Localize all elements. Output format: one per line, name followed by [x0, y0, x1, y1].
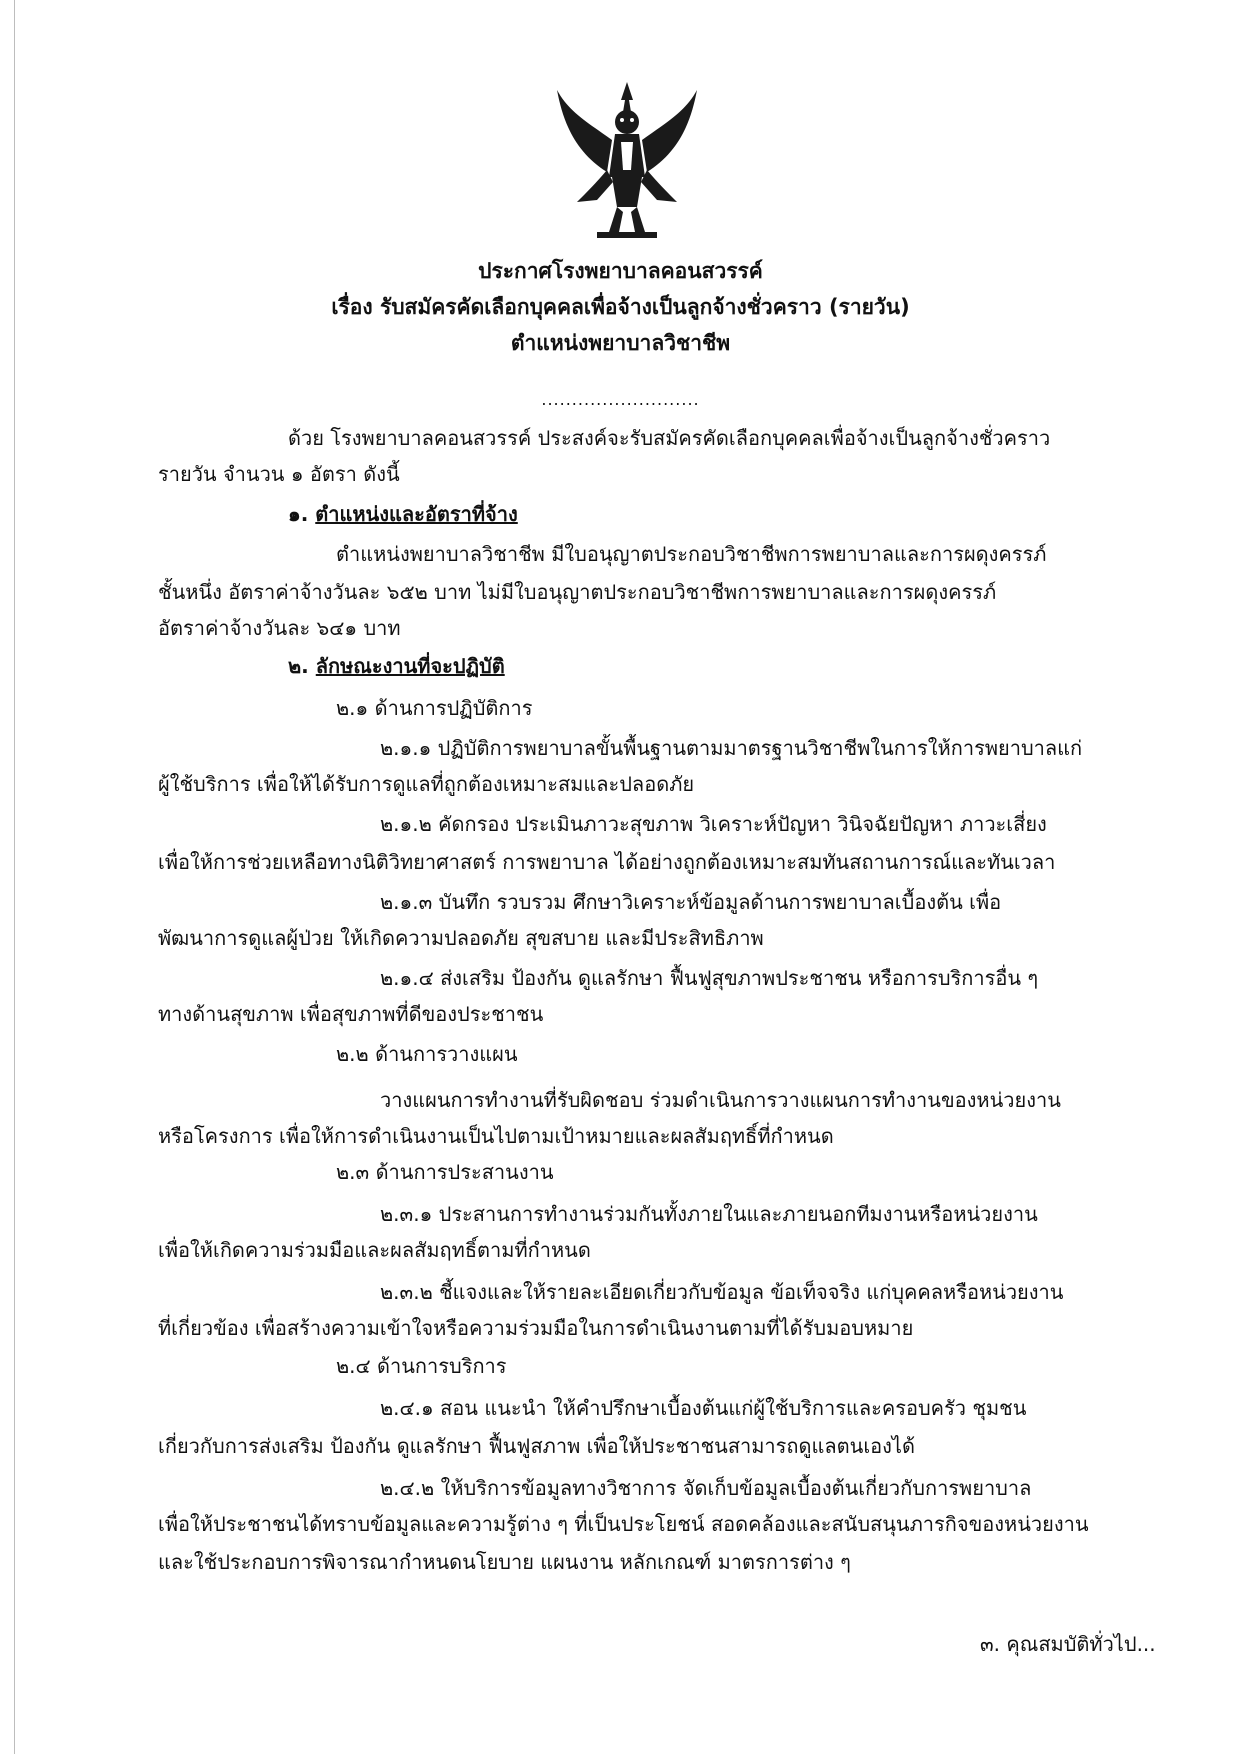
subsection-2-3: ๒.๓ ด้านการประสานงาน: [336, 1160, 554, 1184]
section-1-heading: [288, 500, 518, 528]
announcement-subject: เรื่อง รับสมัครคัดเลือกบุคคลเพื่อจ้างเป็นลูกจ้างชั่วคราว (รายวัน): [331, 295, 910, 319]
item-2-1-3-line-1: ๒.๑.๓ บันทึก รวบรวม ศึกษาวิเคราะห์ข้อมูลด้านการพยาบาลเบื้องต้น เพื่อ: [380, 890, 1002, 914]
item-2-1-2-line-1: ๒.๑.๒ คัดกรอง ประเมินภาวะสุขภาพ วิเคราะห์ปัญหา วินิจฉัยปัญหา ภาวะเสี่ยง: [380, 812, 1047, 836]
subsection-2-2: ๒.๒ ด้านการวางแผน: [336, 1042, 518, 1066]
item-2-1-1-line-2: ผู้ใช้บริการ เพื่อให้ได้รับการดูแลที่ถูกต้องเหมาะสมและปลอดภัย: [158, 772, 695, 796]
item-2-3-2-line-1: ๒.๓.๒ ชี้แจงและให้รายละเอียดเกี่ยวกับข้อมูล ข้อเท็จจริง แก่บุคคลหรือหน่วยงาน: [380, 1280, 1064, 1304]
announcement-title: ประกาศโรงพยาบาลคอนสวรรค์: [478, 259, 763, 283]
item-2-1-3-line-2: พัฒนาการดูแลผู้ป่วย ให้เกิดความปลอดภัย สุขสบาย และมีประสิทธิภาพ: [158, 926, 764, 950]
section-2-title: ลักษณะงานที่จะปฏิบัติ: [315, 654, 505, 678]
section-1-line-3: อัตราค่าจ้างวันละ ๖๔๑ บาท: [158, 616, 401, 640]
item-2-4-2-line-2: เพื่อให้ประชาชนได้ทราบข้อมูลและความรู้ต่าง ๆ ที่เป็นประโยชน์ สอดคล้องและสนับสนุนภารกิจของหน่วยงาน: [158, 1512, 1089, 1536]
item-2-1-2-line-2: เพื่อให้การช่วยเหลือทางนิติวิทยาศาสตร์ การพยาบาล ได้อย่างถูกต้องเหมาะสมทันสถานการณ์และทันเวลา: [158, 850, 1056, 874]
item-2-2-line-2: หรือโครงการ เพื่อให้การดำเนินงานเป็นไปตามเป้าหมายและผลสัมฤทธิ์ที่กำหนด: [158, 1124, 834, 1148]
section-1-line-2: ชั้นหนึ่ง อัตราค่าจ้างวันละ ๖๕๒ บาท ไม่มีใบอนุญาตประกอบวิชาชีพการพยาบาลและการผดุงครรภ์: [158, 580, 997, 604]
item-2-3-1-line-1: ๒.๓.๑ ประสานการทำงานร่วมกันทั้งภายในและภายนอกทีมงานหรือหน่วยงาน: [380, 1202, 1038, 1226]
separator-dots: ..........................: [541, 390, 700, 409]
item-2-4-2-line-1: ๒.๔.๒ ให้บริการข้อมูลทางวิชาการ จัดเก็บข้อมูลเบื้องต้นเกี่ยวกับการพยาบาล: [380, 1476, 1032, 1500]
garuda-emblem-icon: [557, 82, 697, 242]
item-2-1-1-line-1: ๒.๑.๑ ปฏิบัติการพยาบาลขั้นพื้นฐานตามมาตรฐานวิชาชีพในการให้การพยาบาลแก่: [380, 736, 1083, 760]
item-2-3-2-line-2: ที่เกี่ยวข้อง เพื่อสร้างความเข้าใจหรือความร่วมมือในการดำเนินงานตามที่ได้รับมอบหมาย: [158, 1316, 914, 1340]
continued-footer: ๓. คุณสมบัติทั่วไป...: [980, 1632, 1156, 1656]
section-2-number: ๒.: [288, 654, 309, 678]
item-2-1-4-line-2: ทางด้านสุขภาพ เพื่อสุขภาพที่ดีของประชาชน: [158, 1002, 544, 1026]
item-2-4-2-line-3: และใช้ประกอบการพิจารณากำหนดนโยบาย แผนงาน หลักเกณฑ์ มาตรการต่าง ๆ: [158, 1550, 851, 1574]
item-2-4-1-line-2: เกี่ยวกับการส่งเสริม ป้องกัน ดูแลรักษา ฟื้นฟูสภาพ เพื่อให้ประชาชนสามารถดูแลตนเองได้: [158, 1434, 915, 1458]
section-2-heading: [288, 652, 505, 680]
subsection-2-1: ๒.๑ ด้านการปฏิบัติการ: [336, 696, 533, 720]
intro-line-1: ด้วย โรงพยาบาลคอนสวรรค์ ประสงค์จะรับสมัครคัดเลือกบุคคลเพื่อจ้างเป็นลูกจ้างชั่วคราว: [288, 426, 1051, 450]
section-1-number: ๑.: [288, 502, 309, 526]
section-1-title: ตำแหน่งและอัตราที่จ้าง: [315, 502, 518, 526]
position-title: ตำแหน่งพยาบาลวิชาชีพ: [510, 331, 731, 355]
item-2-1-4-line-1: ๒.๑.๔ ส่งเสริม ป้องกัน ดูแลรักษา ฟื้นฟูสุขภาพประชาชน หรือการบริการอื่น ๆ: [380, 966, 1039, 990]
section-1-line-1: ตำแหน่งพยาบาลวิชาชีพ มีใบอนุญาตประกอบวิชาชีพการพยาบาลและการผดุงครรภ์: [336, 542, 1047, 566]
subsection-2-4: ๒.๔ ด้านการบริการ: [336, 1354, 507, 1378]
intro-line-2: รายวัน จำนวน ๑ อัตรา ดังนี้: [158, 462, 400, 486]
item-2-3-1-line-2: เพื่อให้เกิดความร่วมมือและผลสัมฤทธิ์ตามที่กำหนด: [158, 1238, 591, 1262]
item-2-4-1-line-1: ๒.๔.๑ สอน แนะนำ ให้คำปรึกษาเบื้องต้นแก่ผู้ใช้บริการและครอบครัว ชุมชน: [380, 1396, 1027, 1420]
item-2-2-line-1: วางแผนการทำงานที่รับผิดชอบ ร่วมดำเนินการวางแผนการทำงานของหน่วยงาน: [380, 1088, 1061, 1112]
